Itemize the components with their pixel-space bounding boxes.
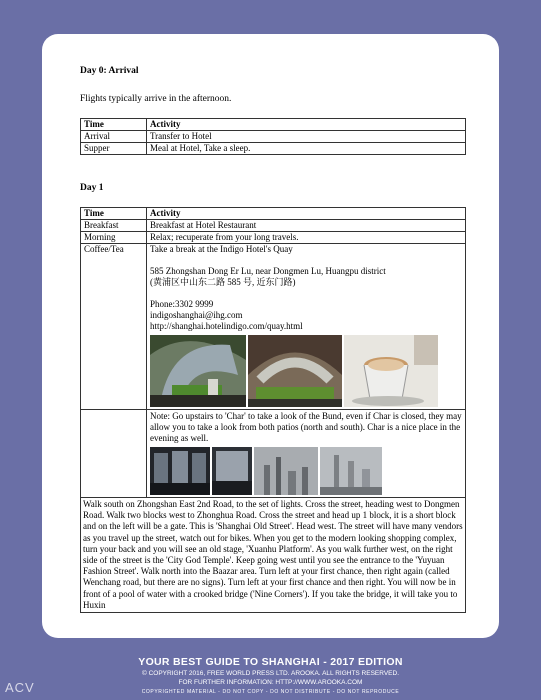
char-photo-bar <box>150 447 210 495</box>
coffee-phone: Phone:3302 9999 <box>150 299 214 309</box>
time-cell: Supper <box>81 143 147 155</box>
quay-photo-interior <box>150 335 246 407</box>
activity-cell: Breakfast at Hotel Restaurant <box>147 220 466 232</box>
char-note: Note: Go upstairs to 'Char' to take a look of the Bund, even if Char is closed, they may allow you to take a look from both patios (north and south). Char is a nice place in the evening as well. <box>150 411 462 443</box>
quay-photos <box>150 335 462 407</box>
char-photo-window <box>212 447 252 495</box>
table-row <box>81 410 466 498</box>
activity-cell <box>147 244 466 410</box>
activity-cell <box>147 410 466 498</box>
char-photos <box>150 447 462 495</box>
day0-heading: Day 0: Arrival <box>80 66 139 76</box>
footer-info: FOR FURTHER INFORMATION: HTTP://WWW.AROOKA.COM <box>178 679 363 686</box>
activity-cell: Transfer to Hotel <box>147 131 466 143</box>
footer-copyright: © COPYRIGHT 2016, FREE WORLD PRESS LTD. AROOKA. ALL RIGHTS RESERVED. <box>141 670 400 677</box>
header-activity: Activity <box>147 208 466 220</box>
day0-table <box>80 118 466 155</box>
coffee-address: 585 Zhongshan Dong Er Lu, near Dongmen Lu, Huangpu district <box>150 266 386 276</box>
walk-directions: Walk south on Zhongshan East 2nd Road, to the set of lights. Cross the street, heading west to Dongmen Road. Walk two blocks west to Zhonghua Road. Cross the street and head up 1 block, it is a short block and on the left will be a gate. This is 'Shanghai Old Street'. Head west. The street will have many vendors as you travel up the street, watch out for bikes. When you get to the modern looking shopping complex, turn your back and you will see an old stage, 'Xuanhu Platform'. As you walk further west, on the right side of the street is the 'City God Temple'. Keep going west until you see the entrance to the 'Yuyuan Fashion Street'. Walk north into the Baazar area. Turn left at your first chance, then right again (called Wenchang road, but there are no signs). Turn left at your first chance and then right. You will now be in front of a pool of water with a crooked bridge ('Nine Corners'). If you take the bridge, it will take you to Huxin <box>81 498 466 613</box>
document-page <box>42 34 499 638</box>
header-time: Time <box>81 119 147 131</box>
char-photo-skyline <box>254 447 318 495</box>
quay-photo-coffee <box>344 335 438 407</box>
table-header-row <box>81 208 466 220</box>
table-row <box>81 131 466 143</box>
char-photo-towers <box>320 447 382 495</box>
coffee-url: http://shanghai.hotelindigo.com/quay.html <box>150 321 303 331</box>
header-time: Time <box>81 208 147 220</box>
day0-intro: Flights typically arrive in the afternoon. <box>80 94 232 104</box>
coffee-address-cn: (黄浦区中山东二路 585 号, 近东门路) <box>150 277 296 287</box>
footer-notice: COPYRIGHTED MATERIAL - DO NOT COPY - DO NOT DISTRIBUTE - DO NOT REPRODUCE <box>141 689 400 695</box>
watermark: ACV <box>5 680 35 695</box>
table-row <box>81 232 466 244</box>
day1-heading: Day 1 <box>80 183 104 193</box>
activity-cell: Relax; recuperate from your long travels. <box>147 232 466 244</box>
time-cell: Arrival <box>81 131 147 143</box>
time-cell: Morning <box>81 232 147 244</box>
header-activity: Activity <box>147 119 466 131</box>
quay-photo-lounge <box>248 335 342 407</box>
table-header-row <box>81 119 466 131</box>
time-cell: Breakfast <box>81 220 147 232</box>
table-row <box>81 498 466 613</box>
time-cell: Coffee/Tea <box>81 244 147 410</box>
table-row <box>81 244 466 410</box>
time-cell <box>81 410 147 498</box>
table-row <box>81 143 466 155</box>
coffee-intro: Take a break at the Indigo Hotel's Quay <box>150 244 293 254</box>
activity-cell: Meal at Hotel, Take a sleep. <box>147 143 466 155</box>
footer-title: YOUR BEST GUIDE TO SHANGHAI - 2017 EDITION <box>138 656 403 668</box>
day1-table <box>80 207 466 613</box>
document-content <box>80 66 467 613</box>
table-row <box>81 220 466 232</box>
coffee-email: indigoshanghai@ihg.com <box>150 310 243 320</box>
